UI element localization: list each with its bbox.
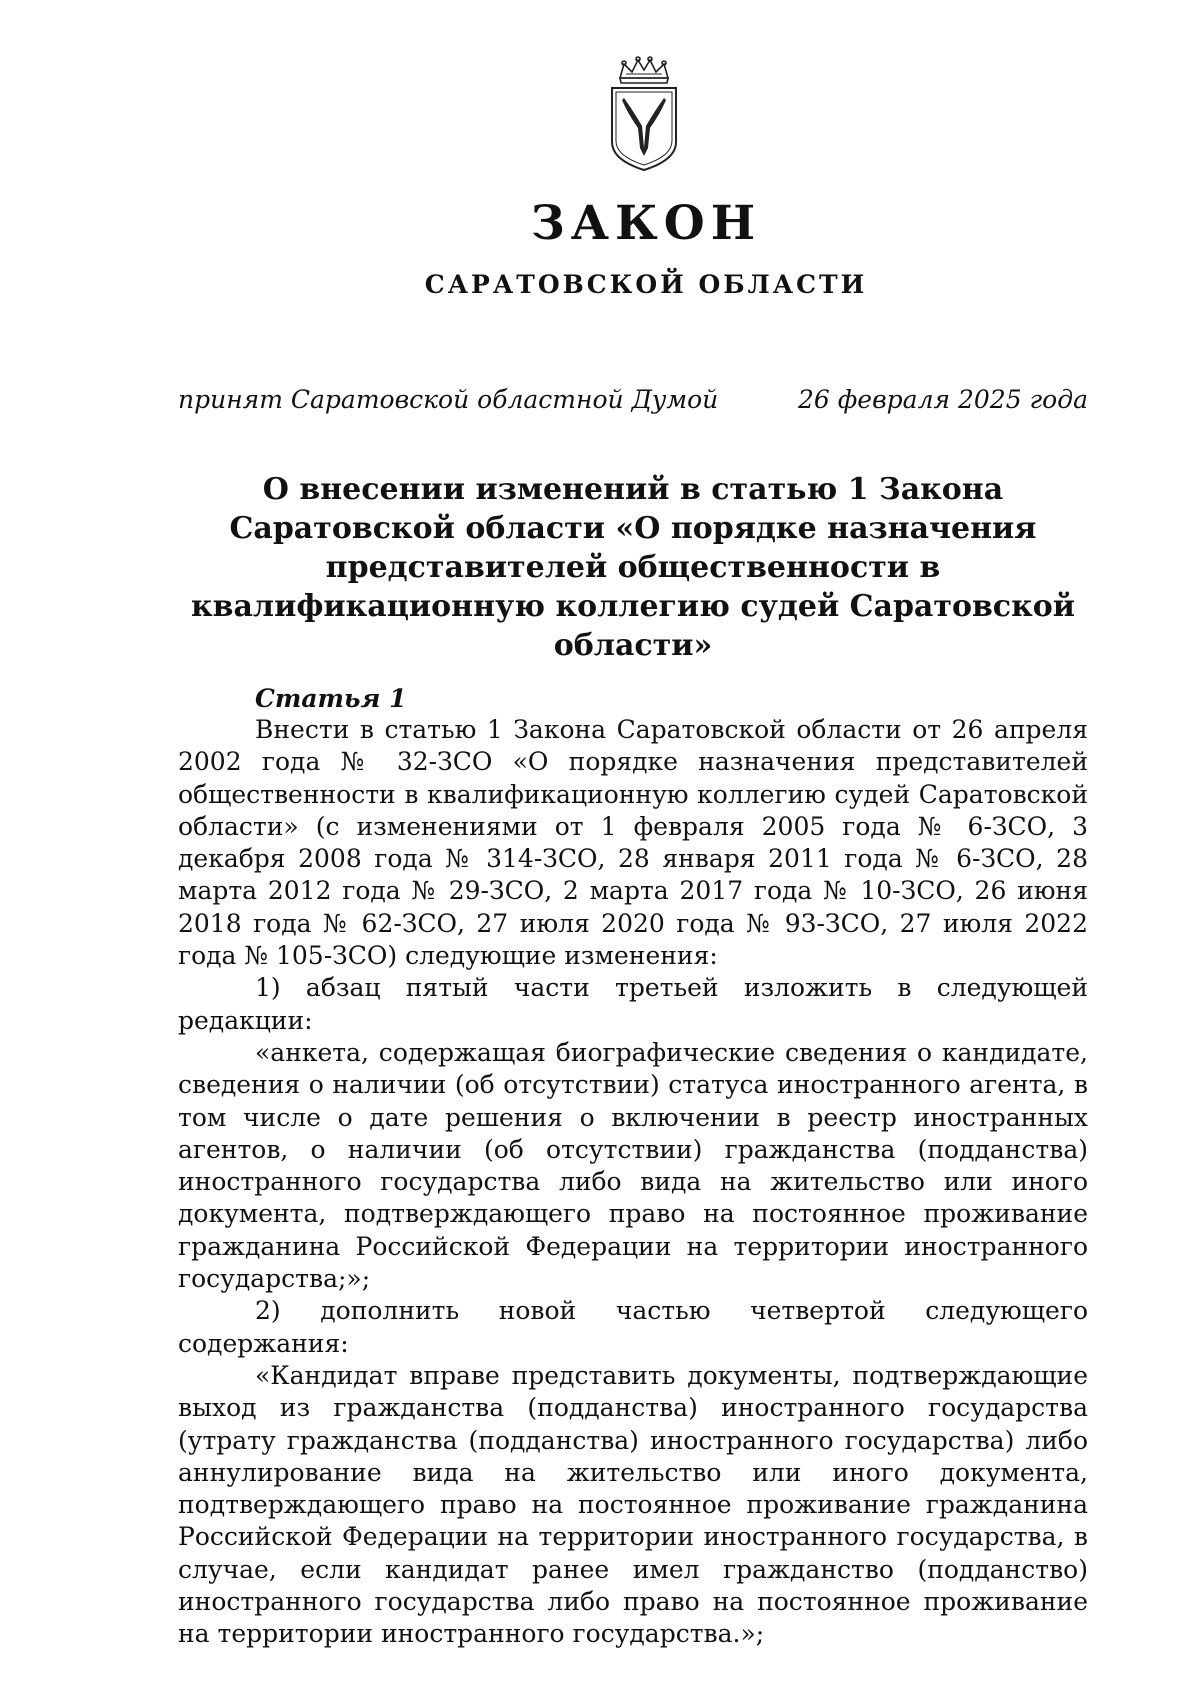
saratov-coat-of-arms-icon: [604, 56, 684, 174]
adopted-by: принят Саратовской областной Думой: [178, 385, 719, 414]
paragraph: 1) абзац пятый части третьей изложить в следующей редакции:: [178, 973, 1088, 1035]
article-body: [178, 714, 1088, 1651]
paragraph: «анкета, содержащая биографические сведения о кандидате, сведения о наличии (об отсутствии) статуса иностранного агента, в том числе о дате решения о включении в реестр иностранных агентов, о наличии (об отсутствии) гражданства (подданства) иностранного государства либо вида на жительство или иного документа, подтверждающего право на постоянное проживание гражданина Российской Федерации на территории иностранного государства;»;: [178, 1037, 1088, 1294]
document-subtitle: САРАТОВСКОЙ ОБЛАСТИ: [424, 270, 868, 299]
paragraph: 2) дополнить новой частью четвертой следующего содержания:: [178, 1296, 1088, 1358]
document-title: ЗАКОН: [530, 196, 762, 251]
article-heading: Статья 1: [255, 684, 407, 713]
law-title: О внесении изменений в статью 1 Закона Саратовской области «О порядке назначения представителей общественности в квалификационную коллегию судей Саратовской области»: [190, 472, 1076, 663]
adoption-date: 26 февраля 2025 года: [797, 385, 1088, 414]
paragraph: Внести в статью 1 Закона Саратовской области от 26 апреля 2002 года № 32-ЗСО «О порядке назначения представителей общественности в квалификационную коллегию судей Саратовской области» (с изменениями от 1 февраля 2005 года № 6-ЗСО, 3 декабря 2008 года № 314-ЗСО, 28 января 2011 года № 6-ЗСО, 28 марта 2012 года № 29-ЗСО, 2 марта 2017 года № 10-ЗСО, 26 июня 2018 года № 62-ЗСО, 27 июля 2020 года № 93-ЗСО, 27 июля 2022 года № 105-ЗСО) следующие изменения:: [178, 715, 1088, 971]
paragraph: «Кандидат вправе представить документы, подтверждающие выход из гражданства (подданства) иностранного государства (утрату гражданства (подданства) иностранного государства) либо аннулирование вида на жительство или иного документа, подтверждающего право на постоянное проживание гражданина Российской Федерации на территории иностранного государства, в случае, если кандидат ранее имел гражданство (подданство) иностранного государства либо право на постоянное проживание на территории иностранного государства.»;: [178, 1360, 1088, 1649]
